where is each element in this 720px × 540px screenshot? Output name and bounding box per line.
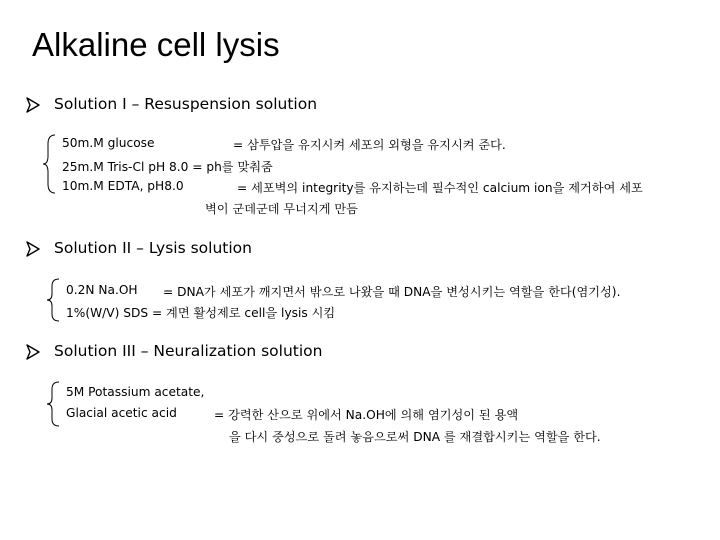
reagent-tris: 25m.M Tris-Cl pH 8.0 = ph를 맞춰줌 bbox=[62, 160, 273, 174]
section-2-bracket bbox=[46, 278, 62, 322]
section-3-bracket bbox=[46, 381, 62, 427]
description-naoh: = DNA가 세포가 깨지면서 밖으로 나왔을 때 DNA을 변성시키는 역할을 한다(염기성). bbox=[163, 285, 621, 299]
description-acetic-acid: = 강력한 산으로 위에서 Na.OH에 의해 염기성이 된 용액 bbox=[214, 408, 519, 422]
page-title: Alkaline cell lysis bbox=[32, 26, 280, 63]
reagent-edta: 10m.M EDTA, pH8.0 bbox=[62, 179, 184, 193]
arrow-bullet-icon bbox=[24, 240, 42, 258]
description-acetic-acid-continued: 을 다시 중성으로 돌려 놓음으로써 DNA 를 재결합시키는 역할을 한다. bbox=[229, 430, 601, 444]
arrow-bullet-icon bbox=[24, 96, 42, 114]
arrow-bullet-icon bbox=[24, 343, 42, 361]
reagent-sds: 1%(W/V) SDS = 계면 활성제로 cell을 lysis 시킴 bbox=[66, 306, 336, 320]
reagent-naoh: 0.2N Na.OH bbox=[66, 283, 138, 297]
section-3-heading: Solution III – Neuralization solution bbox=[54, 342, 323, 360]
section-1-bracket bbox=[42, 134, 58, 194]
reagent-potassium-acetate: 5M Potassium acetate, bbox=[66, 385, 205, 399]
section-1-heading: Solution I – Resuspension solution bbox=[54, 95, 318, 113]
section-2-heading: Solution II – Lysis solution bbox=[54, 239, 252, 257]
description-edta-continued: 벽이 군데군데 무너지게 만듬 bbox=[205, 202, 358, 216]
reagent-glucose: 50m.M glucose bbox=[62, 136, 155, 150]
reagent-acetic-acid: Glacial acetic acid bbox=[66, 406, 177, 420]
description-glucose: = 삼투압을 유지시켜 세포의 외형을 유지시켜 준다. bbox=[233, 138, 506, 152]
description-edta: = 세포벽의 integrity를 유지하는데 필수적인 calcium ion을 제거하여 세포 bbox=[237, 181, 643, 195]
